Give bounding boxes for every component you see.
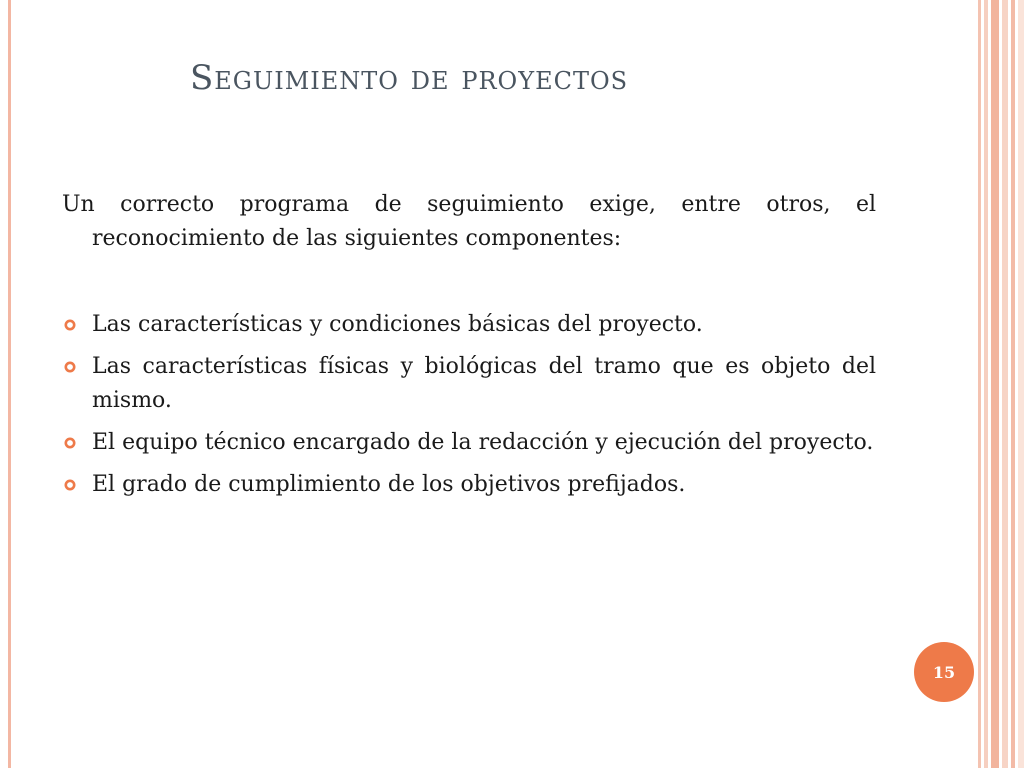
- stripe: [1011, 0, 1015, 768]
- stripe: [1018, 0, 1024, 768]
- stripe: [984, 0, 988, 768]
- slide-title: Seguimiento de proyectos: [190, 58, 629, 98]
- intro-paragraph: Un correcto programa de seguimiento exige, entre otros, el reconocimiento de las siguientes componentes:: [62, 192, 876, 251]
- bullet-text: El grado de cumplimiento de los objetivos prefijados.: [92, 472, 686, 497]
- bullet-text: El equipo técnico encargado de la redacción y ejecución del proyecto.: [92, 430, 874, 455]
- bullet-item: [62, 426, 876, 460]
- right-decorative-stripes: [978, 0, 1024, 768]
- bullet-text: Las características y condiciones básicas del proyecto.: [92, 312, 703, 337]
- bullet-item: [62, 468, 876, 502]
- bullet-list: [62, 308, 876, 510]
- bullet-item: [62, 350, 876, 418]
- bullet-text: Las características físicas y biológicas del tramo que es objeto del mismo.: [92, 354, 876, 413]
- stripe: [991, 0, 999, 768]
- page-number-badge: 15: [914, 642, 974, 702]
- circle-bullet-icon: [64, 479, 76, 491]
- circle-bullet-icon: [64, 437, 76, 449]
- circle-bullet-icon: [64, 319, 76, 331]
- left-frame-line: [8, 0, 11, 768]
- bullet-item: [62, 308, 876, 342]
- stripe: [978, 0, 981, 768]
- stripe: [1002, 0, 1008, 768]
- circle-bullet-icon: [64, 361, 76, 373]
